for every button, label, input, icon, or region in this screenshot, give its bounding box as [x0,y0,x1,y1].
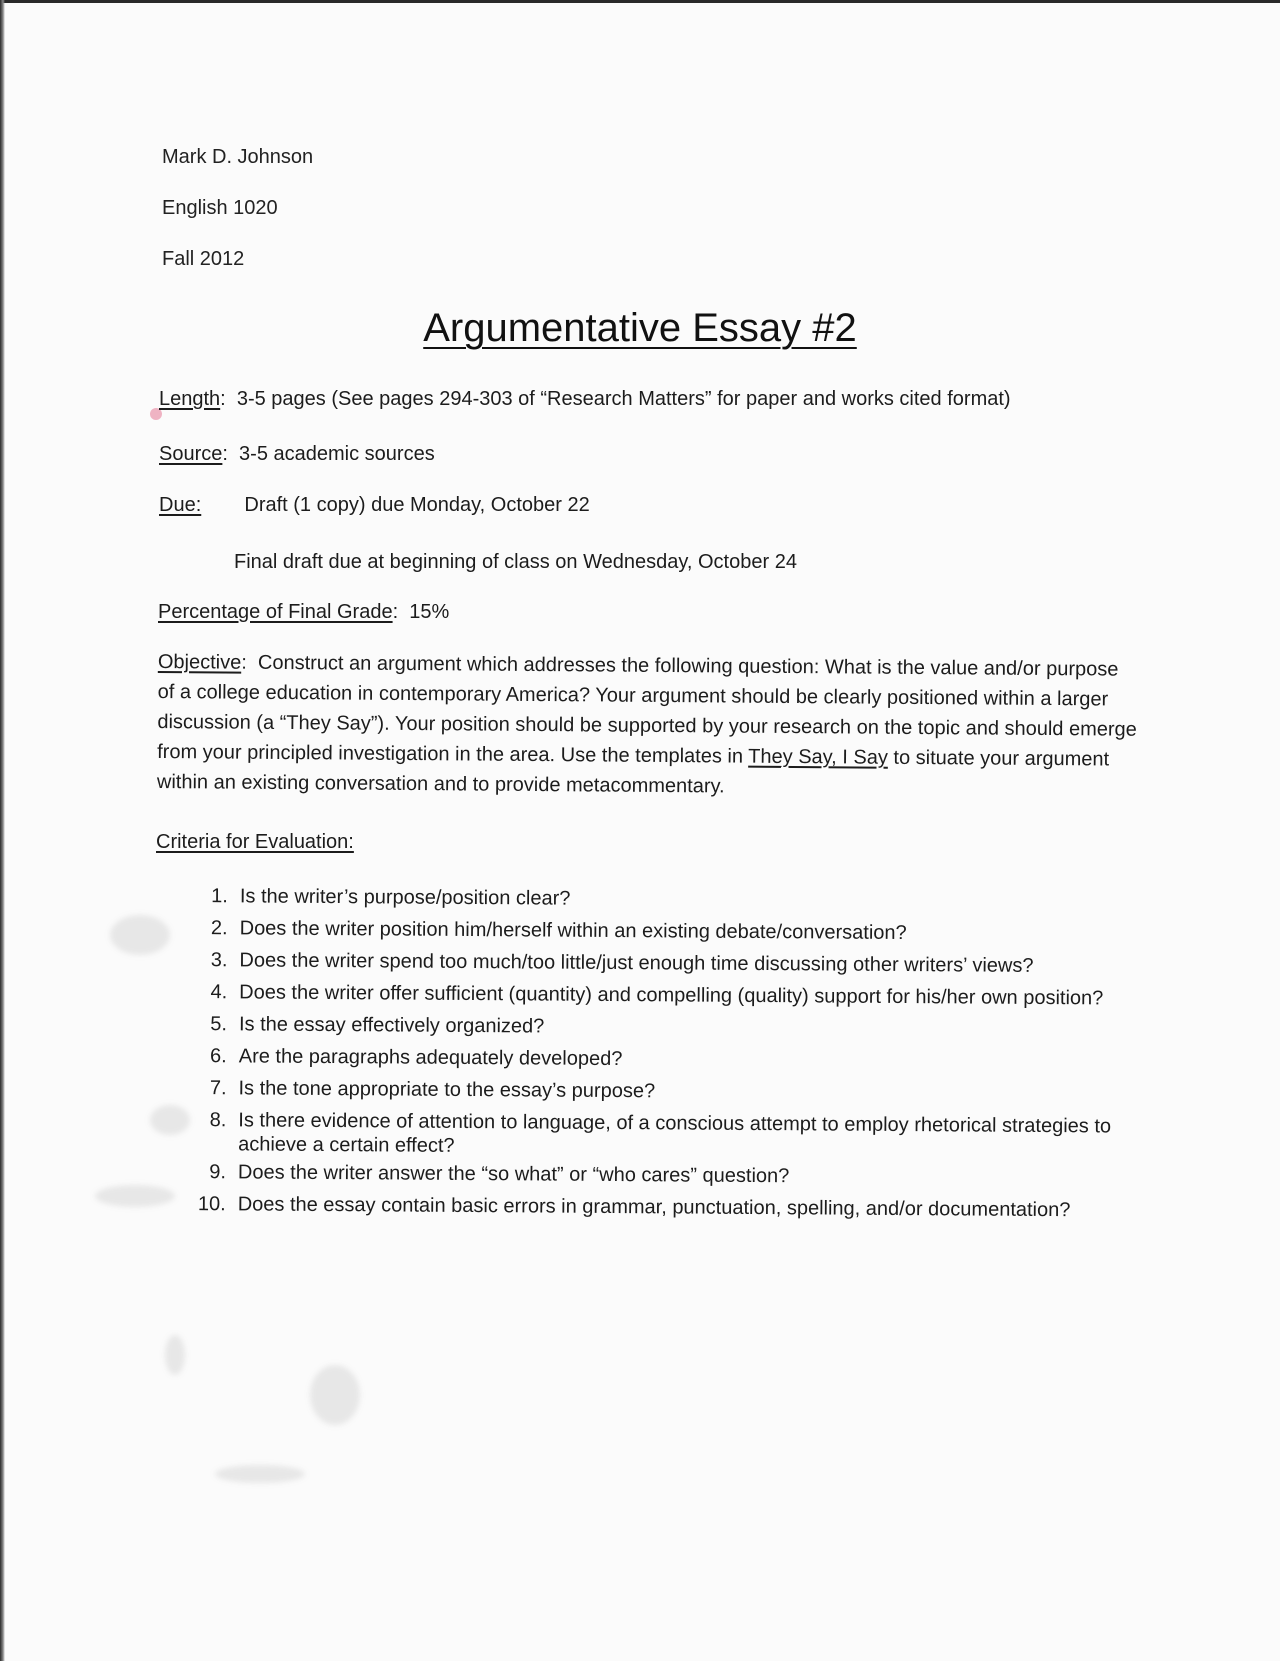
due-line [159,494,590,517]
page-title [0,306,1280,351]
criteria-number: 7. [209,1077,227,1100]
criteria-number: 3. [210,949,228,972]
criteria-text: Does the writer position him/herself within an existing debate/conversation? [239,917,907,945]
scan-smudge [310,1365,360,1425]
scan-edge-top [0,0,1280,3]
criteria-number: 4. [210,981,228,1004]
scan-smudge [110,915,170,955]
scan-smudge [215,1465,305,1483]
scan-smudge [95,1185,175,1207]
criteria-text: Does the writer answer the “so what” or “who cares” question? [237,1161,790,1188]
criteria-item [184,1104,1134,1163]
criteria-list [184,880,1136,1227]
author-name: Mark D. Johnson [162,146,314,168]
scan-smudge [150,1105,190,1135]
objective-text-2: to situate your argument within an existing conversation and to provide metacommentary. [156,746,1110,798]
criteria-text: Does the essay contain basic errors in grammar, punctuation, spelling, and/or documentation? [237,1193,1071,1222]
length-line: Length: 3-5 pages (See pages 294-303 of “Research Matters” for paper and works cited format) [159,388,1011,410]
criteria-number: 5. [210,1013,228,1036]
scan-edge-left [0,0,5,1661]
criteria-number: 9. [209,1161,227,1184]
length-value: 3-5 pages (See pages 294-303 of “Research Matters” for paper and works cited format) [236,388,1011,410]
criteria-number: 10. [197,1193,226,1216]
grade-line: Percentage of Final Grade: 15% [158,601,450,623]
criteria-text: Is the essay effectively organized? [238,1013,545,1038]
criteria-number: 1. [211,885,228,908]
criteria-text: Does the writer offer sufficient (quantity) and compelling (quality) support for his/her own position? [239,981,1104,1010]
due-draft: Draft (1 copy) due Monday, October 22 [244,494,590,516]
criteria-number: 2. [210,917,228,940]
grade-label: Percentage of Final Grade [158,601,393,623]
criteria-text: Does the writer spend too much/too little/just enough time discussing other writers’ views? [239,949,1034,977]
scan-smudge [165,1335,185,1375]
criteria-heading: Criteria for Evaluation: [156,831,354,853]
criteria-text: Is the writer’s purpose/position clear? [239,885,571,910]
source-label: Source [159,443,223,465]
criteria-number: 6. [210,1045,227,1068]
objective-paragraph: Objective: Construct an argument which addresses the following question: What is the value and/or purpose of a college education in contemporary America? Your argument should be clearly positioned within a larger discussion (a “They Say”). Your position should be supported by your research on the topic and should emerge from your principled investigation in the area. Use the templates in They Say, I Say to situate your argument within an existing conversation and to provide metacommentary. [156,650,1137,798]
objective-text-1: Construct an argument which addresses the following question: What is the value and/or purpose of a college education in contemporary America? Your argument should be clearly positioned within a larger discussion (a “They Say”). Your position should be supported by your research on the topic and should emerge from your principled investigation in the area. Use the templates in [157,651,1137,768]
page-title-text: Argumentative Essay #2 [423,306,857,350]
source-line: Source: 3-5 academic sources [159,443,435,465]
length-label: Length [159,388,221,410]
criteria-text: Is there evidence of attention to language, of a conscious attempt to employ rhetorical strategies to achieve a certain effect? [238,1109,1112,1157]
criteria-text: Are the paragraphs adequately developed? [238,1045,623,1071]
course-name: English 1020 [162,197,278,219]
book-title: They Say, I Say [748,745,888,769]
due-label: Due: [159,494,202,516]
grade-value: 15% [409,601,450,623]
term: Fall 2012 [162,248,245,270]
criteria-number: 8. [209,1109,227,1132]
criteria-text: Is the tone appropriate to the essay’s purpose? [238,1077,656,1103]
source-value: 3-5 academic sources [239,443,435,465]
due-final: Final draft due at beginning of class on Wednesday, October 24 [234,551,797,573]
objective-label: Objective [157,650,242,674]
criteria-item [184,1188,1134,1227]
